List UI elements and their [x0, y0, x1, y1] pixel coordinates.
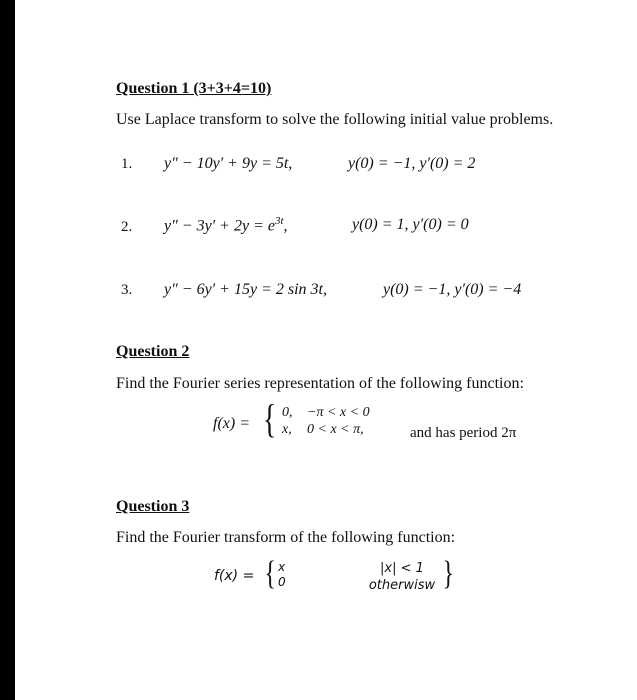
- q2-heading: Question 2: [116, 343, 190, 360]
- q1-problem-2-comma: ,: [283, 217, 288, 235]
- q1-problem-2-exponent: 3t: [274, 215, 284, 227]
- q1-problem-3-equation: y″ − 6y′ + 15y = 2 sin 3t,: [164, 281, 327, 298]
- q1-problem-3-number: 3.: [121, 282, 133, 298]
- q2-lhs: f(x) =: [213, 415, 250, 432]
- q1-heading: Question 1 (3+3+4=10): [116, 80, 272, 97]
- q1-problem-2-number: 2.: [121, 219, 133, 235]
- q1-problem-3-conditions: y(0) = −1, y′(0) = −4: [383, 281, 522, 298]
- q3-conditions: [366, 560, 438, 594]
- q2-period: and has period 2π: [410, 425, 517, 441]
- q1-problem-2-conditions: y(0) = 1, y′(0) = 0: [352, 216, 469, 233]
- q3-brace-left: {: [264, 555, 276, 592]
- q1-problem-2-equation-base: y″ − 3y′ + 2y = e: [164, 217, 275, 235]
- q2-case-1-value: 0,: [282, 405, 293, 420]
- q2-intro: Find the Fourier series representation of the following function:: [116, 375, 524, 392]
- q2-case-2-value: x,: [282, 422, 292, 437]
- q2-brace: {: [262, 396, 277, 441]
- q2-cases: [282, 404, 370, 438]
- q2-case-row-1: [282, 404, 370, 421]
- left-border-bar: [0, 0, 15, 700]
- q3-case-1-cond: |x| < 1: [380, 561, 424, 576]
- q1-problem-2-equation: [164, 215, 288, 235]
- q2-case-2-cond: 0 < x < π,: [307, 422, 364, 437]
- q1-problem-1-equation: y″ − 10y′ + 9y = 5t,: [164, 155, 293, 172]
- q3-heading: Question 3: [116, 498, 190, 515]
- q3-intro: Find the Fourier transform of the following function:: [116, 529, 456, 546]
- q1-problem-1-conditions: y(0) = −1, y′(0) = 2: [348, 155, 476, 172]
- q3-case-2-cond: otherwisw: [368, 578, 436, 593]
- q1-problem-1-number: 1.: [121, 156, 133, 172]
- q1-intro: Use Laplace transform to solve the following initial value problems.: [116, 111, 554, 128]
- q3-values: [278, 560, 286, 590]
- q2-case-row-2: [282, 421, 370, 438]
- q3-brace-right: }: [442, 555, 454, 592]
- q2-case-1-cond: −π < x < 0: [307, 405, 370, 420]
- q3-case-2-value: 0: [278, 575, 286, 589]
- q3-lhs: f(x) =: [214, 568, 255, 584]
- q3-case-1-value: x: [278, 560, 286, 574]
